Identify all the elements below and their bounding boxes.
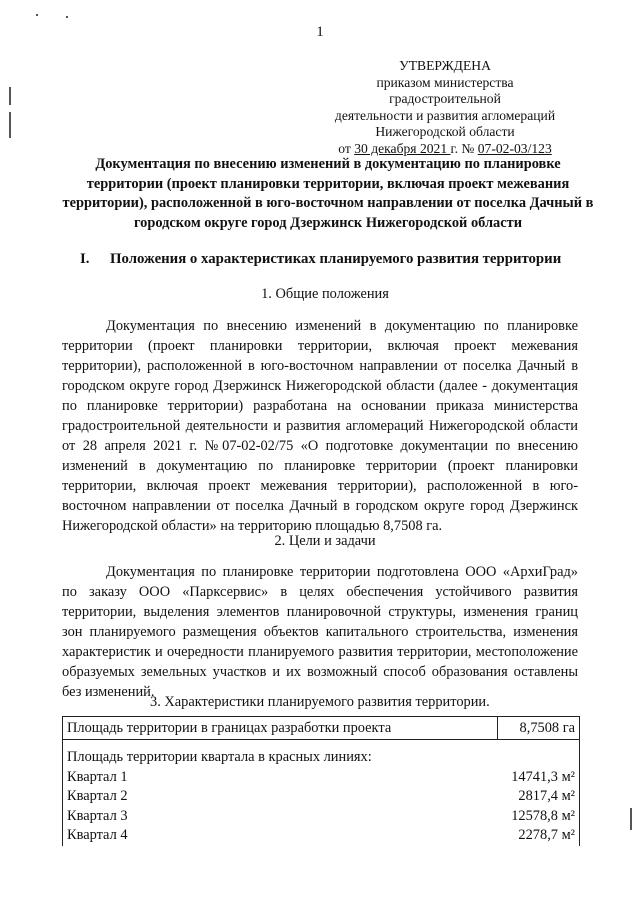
paragraph-goals: Документация по планировке территории подготовлена ООО «АрхиГрад» по заказу ООО «Парксервис» в целях обеспечения устойчивого развития территории, выделения элементов планировочной структуры, изменения границ зон планируемого размещения объектов капитального строительства, изменения характеристик и очередности планируемого развития территории, местоположение образуемых земельных участков и их возможный способ образования оставлены без изменений. xyxy=(62,564,578,700)
approval-line: приказом министерства градостроительной xyxy=(376,74,514,106)
table-cell-label: Площадь территории в границах разработки проекта xyxy=(67,720,392,736)
table-spacer xyxy=(63,740,579,748)
page-number: 1 xyxy=(316,24,324,40)
table-cell-label: Квартал 2 xyxy=(67,788,128,804)
approval-line: Нижегородской области xyxy=(375,124,515,139)
subsection-heading-2: 2. Цели и задачи xyxy=(274,533,376,549)
table-row xyxy=(63,717,579,740)
table-row xyxy=(63,787,579,807)
table-caption: 3. Характеристики планируемого развития территории. xyxy=(150,694,490,710)
approval-line: УТВЕРЖДЕНА xyxy=(399,58,491,73)
approval-prefix: от xyxy=(338,140,355,156)
section-heading xyxy=(80,251,561,268)
document-title: Документация по внесению изменений в документацию по планировке территории (проект планировки территории, включая проект межевания территории), расположенной в юго-восточном направлении от поселка Дачный в городском округе город Дзержинск Нижегородской области xyxy=(62,156,594,231)
table-cell-label: Квартал 1 xyxy=(67,768,128,785)
table-cell-value: 14741,3 м² xyxy=(511,768,575,785)
scan-mark xyxy=(36,14,38,16)
table-cell-label: Квартал 3 xyxy=(67,807,128,824)
approval-date: 30 декабря 2021 xyxy=(354,140,451,156)
table-row xyxy=(63,748,579,768)
scan-mark xyxy=(66,16,68,18)
approval-mid: г. № xyxy=(450,140,478,156)
table-group-label: Площадь территории квартала в красных линиях: xyxy=(67,749,372,765)
subsection-heading-1: 1. Общие положения xyxy=(261,286,389,302)
column-divider xyxy=(497,717,498,739)
scan-mark xyxy=(630,808,632,830)
table-row xyxy=(63,807,579,827)
table-cell-value: 8,7508 га xyxy=(519,720,575,736)
approval-block xyxy=(320,58,570,157)
scan-mark xyxy=(9,87,11,105)
approval-line: деятельности и развития агломераций xyxy=(334,107,556,123)
approval-number: 07-02-03/123 xyxy=(477,140,552,156)
table-cell-value: 2817,4 м² xyxy=(518,788,575,804)
section-number: I. xyxy=(80,251,90,267)
table-cell-label: Квартал 4 xyxy=(67,827,128,843)
characteristics-table xyxy=(62,716,580,846)
table-cell-value: 12578,8 м² xyxy=(511,807,575,824)
scan-mark xyxy=(9,112,11,138)
section-title: Положения о характеристиках планируемого развития территории xyxy=(110,251,562,267)
paragraph-general: Документация по внесению изменений в документацию по планировке территории (проект планировки территории, включая проект межевания территории), расположенной в юго-восточном направлении от поселка Дачный в городском округе город Дзержинск Нижегородской области (далее - документация по планировке территории) разработана на основании приказа министерства градостроительной деятельности и развития агломераций Нижегородской области от 28 апреля 2021 г. №07-02-02/75 «О подготовке документации по внесению изменений в документацию по планировке территории (проект планировки территории, включая проект межевания территории), расположенной в юго-восточном направлении от поселка Дачный в городском округе город Дзержинск Нижегородской области» на территорию площадью 8,7508 га. xyxy=(62,318,578,534)
table-row xyxy=(63,826,579,846)
table-cell-value: 2278,7 м² xyxy=(518,827,575,843)
table-row xyxy=(63,768,579,788)
